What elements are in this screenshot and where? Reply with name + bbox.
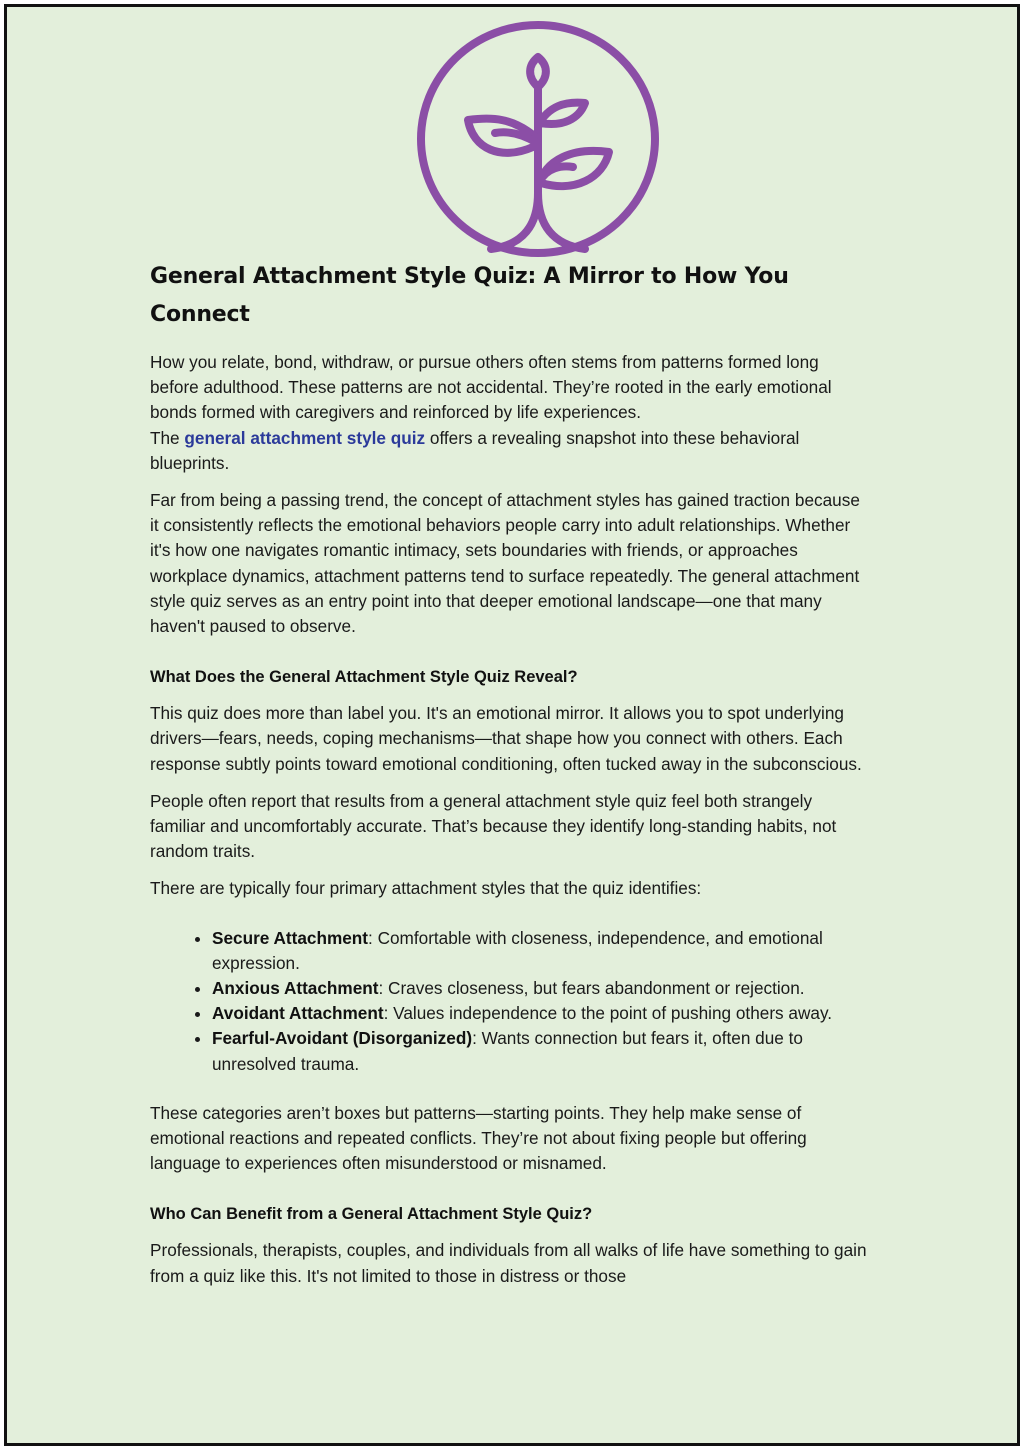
section1-paragraph-4: These categories aren’t boxes but patterns—starting points. They help make sense of emotional reactions and repeated conflicts. They’re not about fixing people but offering language to experiences often misunderstood or misnamed. [150, 1102, 807, 1174]
style-description: : Wants connection but fears it, often due to unresolved trauma. [212, 1028, 803, 1074]
link-suffix: offers a revealing snapshot into these behavioral blueprints. [150, 427, 800, 473]
attachment-styles-list [150, 926, 872, 1077]
section-heading-benefit: Who Can Benefit from a General Attachment Style Quiz? [150, 1205, 593, 1224]
style-description: : Comfortable with closeness, independence, and emotional expression. [212, 927, 823, 973]
page-title: General Attachment Style Quiz: A Mirror to How You Connect [150, 264, 789, 327]
style-description: : Craves closeness, but fears abandonment or rejection. [378, 978, 805, 999]
list-item [212, 1026, 872, 1076]
intro-paragraph-1: How you relate, bond, withdraw, or pursue others often stems from patterns formed long before adulthood. These patterns are not accidental. They’re rooted in the early emotional bonds formed with caregivers and reinforced by life experiences. [150, 352, 832, 423]
style-term: Anxious Attachment [212, 978, 379, 999]
list-item [212, 976, 872, 1001]
section1-paragraph-1: This quiz does more than label you. It's an emotional mirror. It allows you to spot underlying drivers—fears, needs, coping mechanisms—that shape how you connect with others. Each response subtly points toward emotional conditioning, often tucked away in the subconscious. [150, 703, 862, 774]
sprout-in-circle-icon [413, 13, 663, 263]
section2-paragraph-1: Professionals, therapists, couples, and individuals from all walks of life have something to gain from a quiz like this. It's not limited to those in distress or those [150, 1240, 867, 1286]
style-term: Fearful-Avoidant (Disorganized) [212, 1028, 473, 1049]
style-term: Avoidant Attachment [212, 1003, 384, 1024]
section-heading-reveal: What Does the General Attachment Style Quiz Reveal? [150, 668, 578, 687]
style-term: Secure Attachment [212, 927, 369, 948]
list-item [212, 1001, 872, 1026]
article [150, 258, 872, 1301]
intro-paragraph-2: Far from being a passing trend, the concept of attachment styles has gained traction because it consistently reflects the emotional behaviors people carry into adult relationships. Whether it's how one navigates romantic intimacy, sets boundaries with friends, or approaches workplace dynamics, attachment patterns tend to surface repeatedly. The general attachment style quiz serves as an entry point into that deeper emotional landscape—one that many haven't paused to observe. [150, 490, 860, 637]
quiz-link[interactable]: general attachment style quiz [184, 427, 426, 448]
section1-paragraph-3: There are typically four primary attachment styles that the quiz identifies: [150, 878, 702, 899]
list-item [212, 926, 872, 976]
link-prefix: The [150, 427, 185, 448]
style-description: : Values independence to the point of pushing others away. [383, 1003, 833, 1024]
section1-paragraph-2: People often report that results from a general attachment style quiz feel both strangely familiar and uncomfortably accurate. That’s because they identify long-standing habits, not random traits. [150, 790, 837, 862]
intro-paragraph-1-link-line [150, 426, 872, 476]
